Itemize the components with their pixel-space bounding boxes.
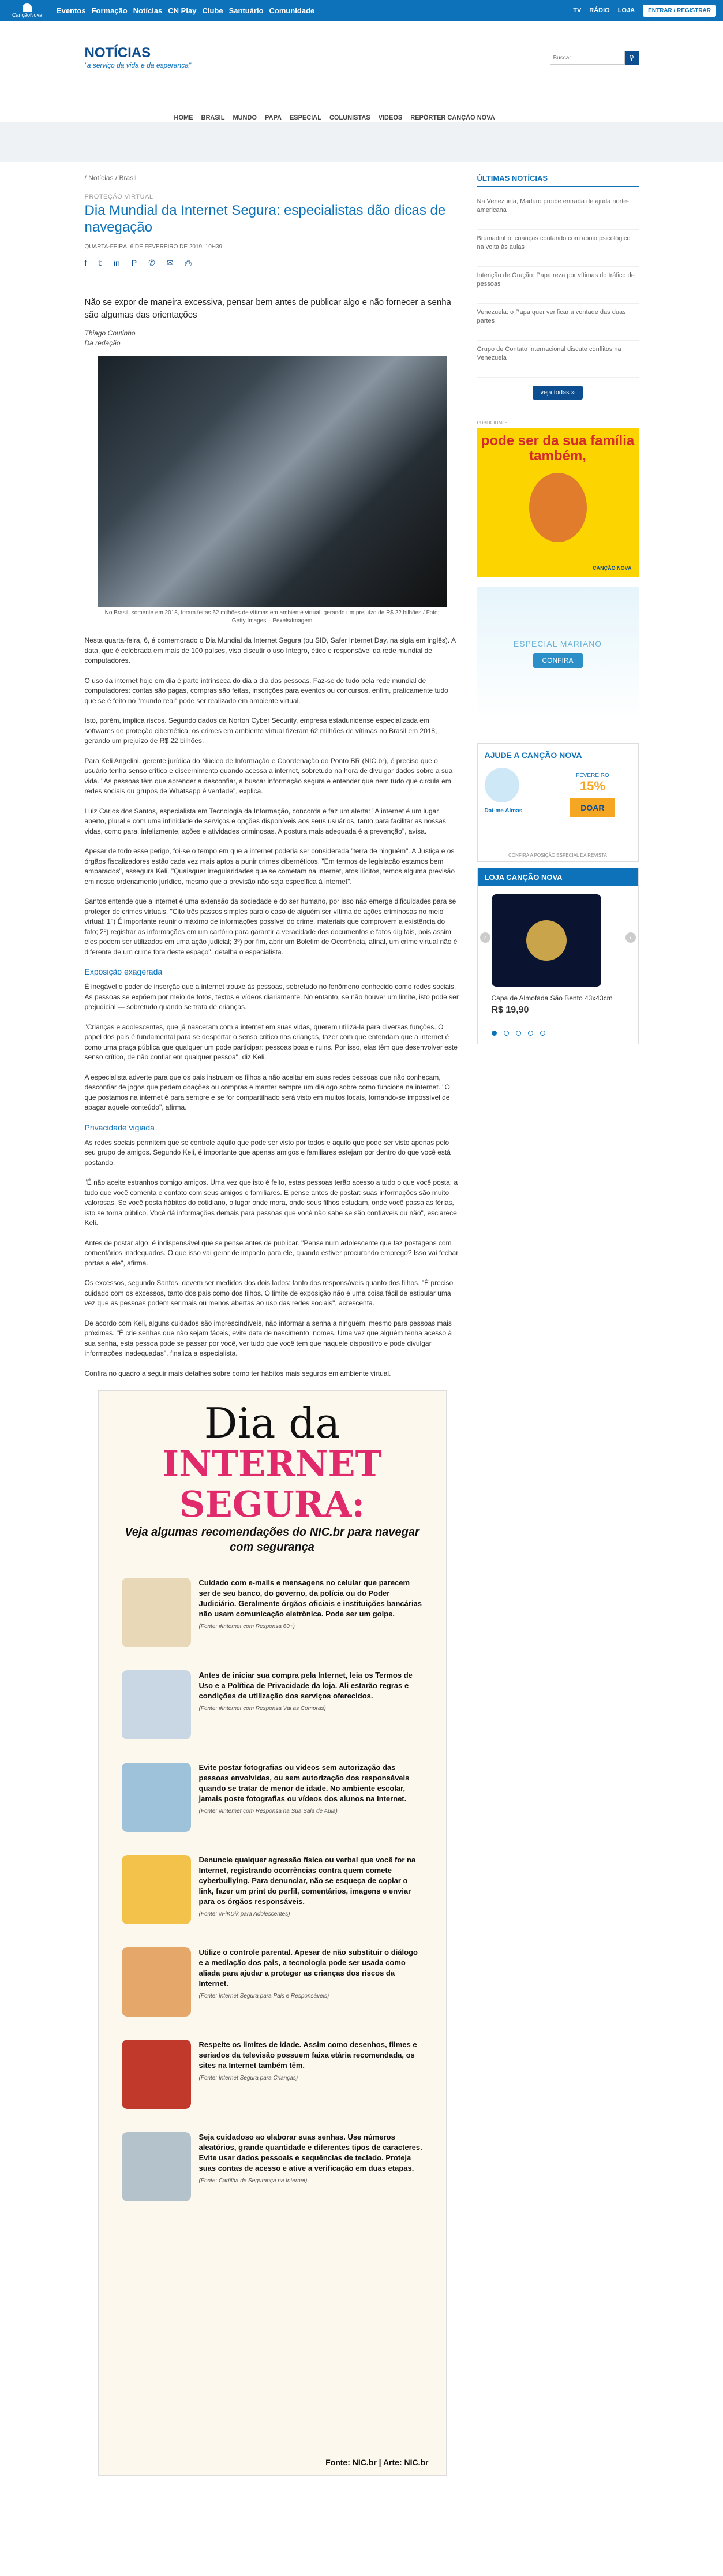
facebook-icon[interactable]: f: [84, 258, 87, 267]
confira-button[interactable]: CONFIRA: [533, 653, 583, 668]
tip-illustration-icon: [122, 1855, 191, 1924]
tip-content: [199, 2132, 423, 2186]
top-right-links: [573, 5, 716, 17]
infographic-title-accent: INTERNET SEGURA:: [162, 1443, 382, 1525]
tip-source: (Fonte: Internet Segura para Pais e Responsáveis): [198, 1993, 329, 1999]
latest-news-item[interactable]: Grupo de Contato Internacional discute conflitos na Venezuela: [477, 341, 639, 378]
tip-illustration-icon: [122, 1763, 191, 1832]
top-bar: [0, 0, 723, 21]
tv-link[interactable]: TV: [573, 7, 582, 14]
top-nav-santuario[interactable]: Santuário: [228, 6, 264, 15]
tip-illustration-icon: [122, 1670, 191, 1739]
article-kicker: PROTEÇÃO VIRTUAL: [84, 193, 153, 200]
article-main: [85, 174, 460, 2476]
paragraph: Confira no quadro a seguir mais detalhes sobre como ter hábitos mais seguros em ambiente virtual.: [84, 1369, 391, 1377]
ad2-title: ESPECIAL MARIANO: [513, 639, 602, 648]
infographic-subtitle: Veja algumas recomendações do NIC.br para navegar com segurança: [125, 1526, 419, 1554]
tip-text: Utilize o controle parental. Apesar de não substituir o diálogo e a mediação dos pais, a tecnologia pode ser usada como aliada para ajudar a proteger as crianças dos riscos da Internet.: [198, 1948, 418, 1988]
latest-news-item[interactable]: Brumadinho: crianças contando com apoio psicológico na volta às aulas: [477, 230, 639, 267]
carousel-prev-icon[interactable]: ‹: [480, 932, 490, 943]
section-nav: [174, 114, 495, 121]
see-all-button[interactable]: veja todas »: [533, 386, 583, 400]
login-button[interactable]: ENTRAR / REGISTRAR: [643, 5, 716, 17]
tip-content: [199, 1947, 423, 2002]
carousel-dot[interactable]: [504, 1031, 509, 1036]
donation-progress: [570, 772, 615, 817]
donation-month: FEVEREIRO: [575, 772, 609, 779]
nav-especial[interactable]: ESPECIAL: [289, 114, 321, 121]
paragraph: Antes de postar algo, é indispensável que se pense antes de publicar. "Pense num adolescente que faz postagens com comentários inadequados. O que isso vai gerar de impacto para ele, quando estiver procurando emprego? Isso vai fechar portas a ele", afirma.: [84, 1238, 459, 1267]
tip-text: Denuncie qualquer agressão física ou verbal que você for na Internet, registrando ocorrências contra quem comete cyberbullying. Para denunciar, não se esqueça de copiar o link, fazer um print do perfil, comentários, imagens e enviar para os órgãos responsáveis.: [198, 1856, 416, 1906]
paragraph: Apesar de todo esse perigo, foi-se o tempo em que a internet poderia ser considerada "terra de ninguém". A Justiça e os órgãos fiscalizadores estão cada vez mais aptos a punir crimes cibernéticos. "Em termos de legislação estamos bem amparados", assegura Keli. "Quaisquer irregularidades que se cometam na internet, atos ilícitos, temos alguma previsão em nosso ordenamento jurídico, mesmo que a previsão não seja específica à internet".: [84, 847, 455, 886]
tip-source: (Fonte: Internet Segura para Crianças): [198, 2075, 298, 2081]
article-photo: [98, 356, 447, 625]
carousel-dot[interactable]: [516, 1031, 521, 1036]
donation-title: AJUDE A CANÇÃO NOVA: [484, 751, 582, 760]
carousel-dots: [478, 1031, 638, 1044]
paragraph: A especialista adverte para que os pais instruam os filhos a não aceitar em suas redes pessoas que não conheçam, desconfiar de jogos que pedem doações ou compras e manter sempre um diálogo sobre como funciona na internet. "O que postamos na internet é para sempre e se for compartilhado será visto em muitos locais, tornando-se impossível de apagar aquele conteúdo", afirma.: [84, 1073, 450, 1111]
content-wrapper: [85, 162, 639, 2476]
paragraph: "Crianças e adolescentes, que já nasceram com a internet em suas vidas, querem utilizá-la para diversas funções. O papel dos pais é fundamental para se despertar o senso crítico nas crianças, fazer com que entendam que a internet é como uma praça pública que qualquer um pode participar: pessoas boas e ruins. Por isso, elas têm que desenvolver este senso crítico, de não confiar em qualquer pessoa", diz Keli.: [84, 1022, 458, 1061]
product-image[interactable]: [492, 894, 601, 987]
store-title: LOJA CANÇÃO NOVA: [478, 868, 638, 886]
product-name[interactable]: Capa de Almofada São Bento 43x43cm: [491, 994, 613, 1002]
print-icon[interactable]: ⎙: [185, 258, 192, 267]
paragraph: De acordo com Keli, alguns cuidados são imprescindíveis, não informar a senha a ninguém, mesmo para pessoas mais próximas. "É crie senhas que não sejam fáceis, evite data de nascimento, nomes. Uma vez que alguém tenha acesso à sua senha, esta pessoa pode se passar por você, ver tudo que você tem que naquele dispositivo e pode divulgar informações inadequadas", finaliza a especialista.: [84, 1319, 452, 1357]
photo-caption: No Brasil, somente em 2018, foram feitas 62 milhões de vítimas em ambiente virtual, gerando um prejuízo de R$ 22 bilhões / Foto: Getty Images – Pexels/Imagem: [104, 610, 440, 624]
safety-tip: [122, 1947, 423, 2017]
top-nav-eventos[interactable]: Eventos: [57, 6, 86, 15]
donate-button[interactable]: DOAR: [570, 798, 615, 817]
tip-text: Seja cuidadoso ao elaborar suas senhas. Use números aleatórios, grande quantidade e diferentes tipos de caracteres. Evite usar dados pessoais e sequências de teclado. Proteja suas contas de acesso e ative a verificação em duas etapas.: [198, 2133, 422, 2172]
brand-title[interactable]: NOTÍCIAS: [84, 45, 151, 61]
brand-slogan: "a serviço da vida e da esperança": [84, 61, 192, 69]
nav-videos[interactable]: VIDEOS: [378, 114, 403, 121]
header-divider: [0, 122, 723, 162]
safety-tip: [122, 1855, 423, 1924]
tip-source: (Fonte: #Internet com Responsa na Sua Sala de Aula): [198, 1808, 338, 1815]
tip-content: [199, 1855, 423, 1920]
article-lead: Não se expor de maneira excessiva, pensar bem antes de publicar algo e não fornecer a senha são algumas das orientações: [84, 297, 451, 320]
article-body: [85, 636, 460, 1379]
site-header: [85, 21, 639, 122]
tip-content: [199, 2040, 423, 2084]
ad-headline: pode ser da sua família também,: [481, 433, 635, 464]
tip-content: [199, 1578, 423, 1632]
tip-text: Evite postar fotografias ou vídeos sem autorização das pessoas envolvidas, ou sem autorização dos responsáveis quando se tratar de menor de idade. No ambiente escolar, jamais poste fotografias ou vídeos dos alunos na Internet.: [198, 1763, 410, 1803]
linkedin-icon[interactable]: in: [113, 258, 120, 267]
nav-colunistas[interactable]: COLUNISTAS: [329, 114, 370, 121]
carousel-dot[interactable]: [492, 1031, 497, 1036]
tip-source: (Fonte: #Internet com Responsa 60+): [198, 1623, 295, 1630]
paragraph: Isto, porém, implica riscos. Segundo dados da Norton Cyber Security, empresa estadunidense especializada em softwares de proteção cibernética, os crimes em ambiente virtual fizeram 62 milhões de vítimas no Brasil em 2018, gerando um prejuízo de R$ 22 bilhões.: [84, 716, 437, 745]
tip-content: [199, 1670, 423, 1714]
latest-news-list: [477, 193, 639, 378]
nav-reporter[interactable]: REPÓRTER CANÇÃO NOVA: [410, 114, 495, 121]
infographic-tips: [122, 1578, 423, 2201]
loja-link[interactable]: LOJA: [617, 7, 635, 14]
byline: [85, 328, 460, 348]
sidebar: [477, 174, 639, 2476]
article-title: Dia Mundial da Internet Segura: especialistas dão dicas de navegação: [84, 203, 446, 235]
safety-tip: [122, 2040, 423, 2109]
whatsapp-icon[interactable]: ✆: [148, 258, 155, 267]
paragraph: Santos entende que a internet é uma extensão da sociedade e do ser humano, por isso não emerge dificuldades para se proteger de crimes virtuais. "Cito três passos simples para o caso de alguém ser vítima de ações criminosas no meio virtual: 1º) É importante reunir o máximo de informações possível do crime, materiais que comprovem a existência do fato; 2º) registrar as informações em um cartório para garantir a veracidade dos documentos e fatos digitais, pois assim eles podem ser utilizados em uma ação judicial; 3º) por fim, abrir um Boletim de Ocorrência, afinal, um crime virtual não é diferente de um crime fora deste espaço", detalha o especialista.: [84, 897, 458, 956]
latest-news-item[interactable]: Intenção de Oração: Papa reza por vítimas do tráfico de pessoas: [477, 267, 639, 304]
family-ad-banner[interactable]: [477, 428, 639, 577]
tip-illustration-icon: [122, 1947, 191, 2017]
breadcrumb[interactable]: / Notícias / Brasil: [84, 174, 137, 182]
carousel-next-icon[interactable]: ›: [625, 932, 636, 943]
infographic: [98, 1390, 447, 2476]
paragraph: Para Keli Angelini, gerente jurídica do Núcleo de Informação e Coordenação do Ponto BR (NIC.br), é preciso que o usuário tenha senso crítico e discernimento quando acessa a internet, sobretudo na hora de divulgar dados sobre a sua vida. "As pessoas têm que aprender a desconfiar, a buscar informação segura e entender que nem tudo que circula em redes sociais ou grupos de Whatsapp é verdade", explica.: [84, 756, 453, 795]
tip-source: (Fonte: #Internet com Responsa Vai as Compras): [198, 1705, 326, 1712]
infographic-title: Dia da: [204, 1399, 340, 1447]
carousel-dot[interactable]: [540, 1031, 545, 1036]
child-illustration-icon: [529, 473, 587, 542]
radio-link[interactable]: RÁDIO: [589, 7, 610, 14]
paragraph: Os excessos, segundo Santos, devem ser medidos dos dois lados: tanto dos responsáveis quanto dos filhos. "É preciso cuidado com os excessos, tanto dos pais como dos filhos. O limite de exposição não é uma coisa fácil de estipular uma vez que as pessoas podem ser mais ou menos abertas ao uso das redes sociais", acrescenta.: [84, 1279, 454, 1307]
nav-brasil[interactable]: BRASIL: [201, 114, 225, 121]
pinterest-icon[interactable]: P: [131, 258, 137, 267]
heart-hands-icon: [485, 768, 519, 802]
latest-news-item[interactable]: Venezuela: o Papa quer verificar a vontade das duas partes: [477, 304, 639, 341]
cancao-nova-logo[interactable]: CançãoNova: [7, 1, 47, 20]
tip-text: Respeite os limites de idade. Assim como desenhos, filmes e seriados da televisão possuem faixa etária recomendada, os sites na Internet também têm.: [198, 2040, 417, 2070]
carousel-dot[interactable]: [528, 1031, 533, 1036]
top-nav-cnplay[interactable]: CN Play: [168, 6, 197, 15]
paragraph: "É não aceite estranhos comigo amigos. Uma vez que isto é feito, estas pessoas terão acesso a tudo o que você posta; a tudo que você comenta e contato com seus amigos e familiares. E pense antes de postar: suas informações são muito valorosas. Se você posta hábitos do cotidiano, o lugar onde mora, onde seus filhos estudam, onde você passa as férias, isto se torna público. Você dá informações demais para pessoas que você não sabe se são confiáveis ou não", esclarece Keli.: [84, 1178, 458, 1227]
tip-content: [199, 1763, 423, 1817]
top-nav-formacao[interactable]: Formação: [91, 6, 128, 15]
store-widget: [477, 868, 639, 1044]
top-nav-comunidade[interactable]: Comunidade: [269, 6, 315, 15]
safety-tip: [122, 1578, 423, 1647]
logo-mark-icon: [23, 3, 32, 12]
nav-home[interactable]: HOME: [174, 114, 193, 121]
article-date: QUARTA-FEIRA, 6 DE FEVEREIRO DE 2019, 10H39: [84, 244, 223, 250]
safety-tip: [122, 1670, 423, 1739]
search-input[interactable]: [550, 51, 625, 65]
donation-box: [477, 743, 639, 862]
tip-text: Cuidado com e-mails e mensagens no celular que parecem ser de seu banco, do governo, da polícia ou do Poder Judiciário. Geralmente órgãos oficiais e instituições bancárias não usam comunicação eletrônica. Pode ser um golpe.: [198, 1578, 422, 1618]
dai-me-almas-label: Dai-me Almas: [484, 808, 523, 814]
laptop-photo: [98, 356, 447, 607]
subheading: Exposição exagerada: [84, 967, 163, 976]
nav-papa[interactable]: PAPA: [265, 114, 282, 121]
donation-footer[interactable]: CONFIRA A POSIÇÃO ESPECIAL DA REVISTA: [485, 849, 631, 858]
ad-label: PUBLICIDADE: [477, 420, 508, 425]
infographic-source: Fonte: NIC.br | Arte: NIC.br: [325, 2458, 429, 2467]
top-nav-noticias[interactable]: Notícias: [133, 6, 163, 15]
author-name: Thiago Coutinho: [84, 329, 136, 337]
tip-illustration-icon: [122, 2132, 191, 2201]
author-source: Da redação: [84, 339, 121, 347]
paragraph: É inegável o poder de inserção que a internet trouxe às pessoas, sobretudo no fenômeno conhecido como redes sociais. As pessoas se expõem por meio de fotos, textos e vídeos diariamente. No entanto, se não houver um limite, isto pode ser prejudicial — sobretudo quando se trata de crianças.: [84, 983, 459, 1011]
search-box: [550, 51, 639, 65]
donation-percent: 15%: [579, 779, 605, 793]
saint-benedict-medal-icon: [526, 920, 567, 961]
safety-tip: [122, 2132, 423, 2201]
top-nav: [57, 6, 314, 15]
tip-illustration-icon: [122, 2040, 191, 2109]
tip-source: (Fonte: #FiKDik para Adolescentes): [198, 1911, 290, 1917]
twitter-icon[interactable]: 𝕥: [98, 258, 102, 267]
especial-mariano-banner[interactable]: [477, 587, 639, 720]
store-carousel: [478, 886, 638, 1031]
tip-illustration-icon: [122, 1578, 191, 1647]
paragraph: Nesta quarta-feira, 6, é comemorado o Dia Mundial da Internet Segura (ou SID, Safer Internet Day, na sigla em inglês). A data, que é celebrada em mais de 100 países, visa discutir o uso íntegro, ético e responsável da rede mundial de computadores.: [84, 636, 456, 664]
tip-source: (Fonte: Cartilha de Segurança na Internet): [198, 2178, 308, 2184]
safety-tip: [122, 1763, 423, 1832]
paragraph: As redes sociais permitem que se controle aquilo que pode ser visto por todos e aquilo que pode ser visto apenas pelo seu grupo de amigos. Segundo Keli, é importante que apenas amigos e familiares estejam por dentro do que você está postando.: [84, 1138, 451, 1167]
latest-news-title: ÚLTIMAS NOTÍCIAS: [477, 174, 639, 187]
ad-brand: CANÇÃO NOVA: [593, 565, 632, 571]
latest-news-item[interactable]: Na Venezuela, Maduro proíbe entrada de ajuda norte-americana: [477, 193, 639, 230]
share-bar: [85, 258, 460, 275]
tip-text: Antes de iniciar sua compra pela Internet, leia os Termos de Uso e a Política de Privacidade da loja. Ali estarão regras e condições de utilização dos serviços oferecidos.: [198, 1671, 413, 1700]
top-nav-clube[interactable]: Clube: [202, 6, 223, 15]
product-price: R$ 19,90: [491, 1005, 529, 1015]
paragraph: O uso da internet hoje em dia é parte intrínseca do dia a dia das pessoas. Faz-se de tudo pela rede mundial de computadores: contas são pagas, compras são feitas, inscrições para eventos ou concursos, enfim, praticamente tudo que se é feito no "mundo real" pode ser realizado em ambiente virtual.: [84, 676, 448, 705]
search-icon[interactable]: ⚲: [625, 51, 639, 65]
subheading: Privacidade vigiada: [84, 1122, 155, 1132]
nav-mundo[interactable]: MUNDO: [233, 114, 257, 121]
paragraph: Luiz Carlos dos Santos, especialista em Tecnologia da Informação, concorda e faz um alerta: "A internet é um lugar aberto, plural e com uma infinidade de serviços e opções disponíveis aos seus usuários, tanto para facilitar as nossas vidas, como para, infelizmente, ações e atividades criminosas. A postura mais adequada é a prevenção", avisa.: [84, 807, 446, 835]
email-icon[interactable]: ✉: [166, 258, 174, 267]
